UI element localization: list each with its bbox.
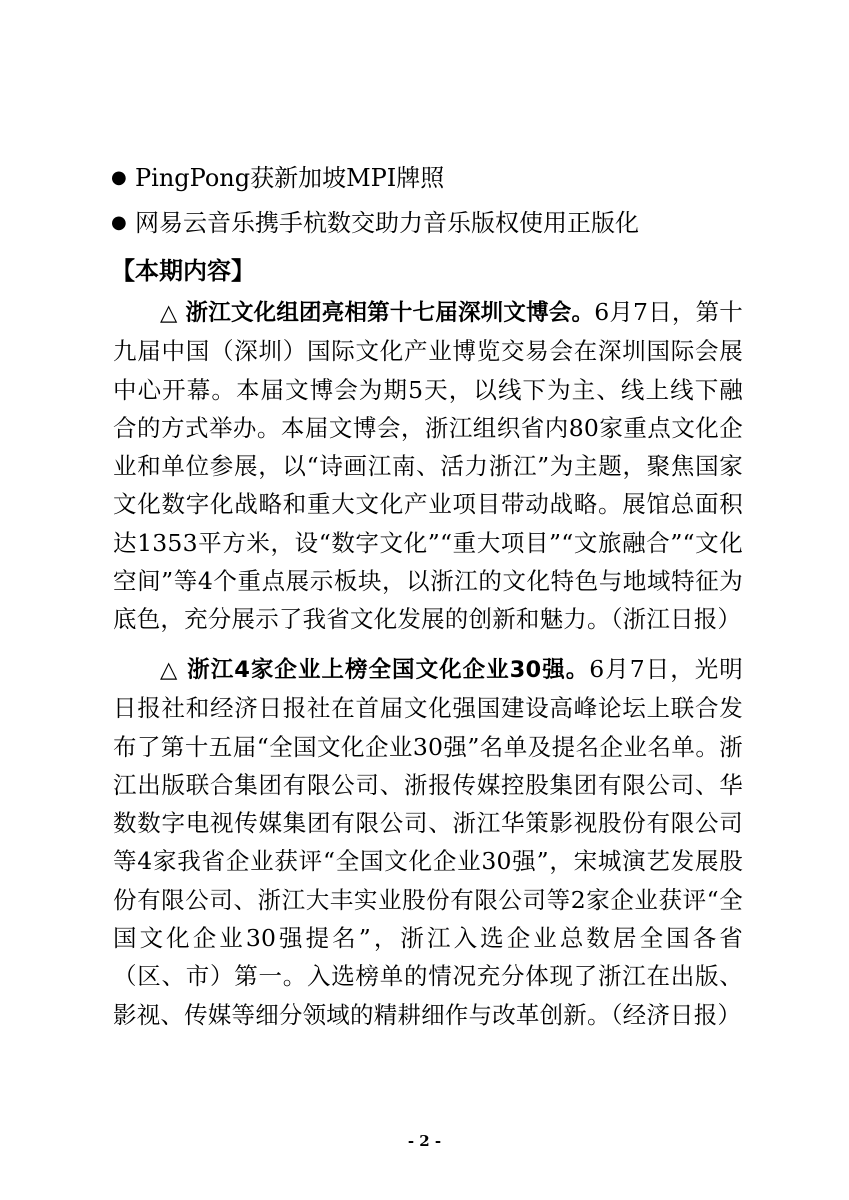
article-headline: △ 浙江4家企业上榜全国文化企业30强。 — [160, 657, 590, 683]
article-paragraph — [113, 650, 743, 1034]
bullet-dot-icon: ● — [111, 212, 127, 233]
bullet-item — [111, 162, 751, 194]
section-heading: 【本期内容】 — [111, 257, 255, 285]
page-number: - 2 - — [407, 1132, 442, 1150]
article-paragraph — [113, 293, 743, 639]
article-body: 6月7日，光明日报社和经济日报社在首届文化强国建设高峰论坛上联合发布了第十五届“全国文化企业30强”名单及提名企业名单。浙江出版联合集团有限公司、浙报传媒控股集团有限公司、华数数字电视传媒集团有限公司、浙江华策影视股份有限公司等4家我省企业获评“全国文化企业30强”，宋城演艺发展股份有限公司、浙江大丰实业股份有限公司等2家企业获评“全国文化企业30强提名”，浙江入选企业总数居全国各省（区、市）第一。入选榜单的情况充分体现了浙江在出版、影视、传媒等细分领域的精耕细作与改革创新。（经济日报） — [113, 655, 743, 1029]
bullet-item-text: 网易云音乐携手杭数交助力音乐版权使用正版化 — [135, 209, 639, 237]
article-headline: △ 浙江文化组团亮相第十七届深圳文博会。 — [160, 300, 595, 326]
bullet-dot-icon: ● — [111, 167, 127, 188]
bullet-item-text: PingPong获新加坡MPI牌照 — [135, 164, 445, 192]
bullet-item — [111, 207, 751, 239]
article-body: 6月7日，第十九届中国（深圳）国际文化产业博览交易会在深圳国际会展中心开幕。本届文博会为期5天，以线下为主、线上线下融合的方式举办。本届文博会，浙江组织省内80家重点文化企业和单位参展，以“诗画江南、活力浙江”为主题，聚焦国家文化数字化战略和重大文化产业项目带动战略。展馆总面积达1353平方米，设“数字文化”“重大项目”“文旅融合”“文化空间”等4个重点展示板块，以浙江的文化特色与地域特征为底色，充分展示了我省文化发展的创新和魅力。（浙江日报） — [113, 298, 744, 634]
